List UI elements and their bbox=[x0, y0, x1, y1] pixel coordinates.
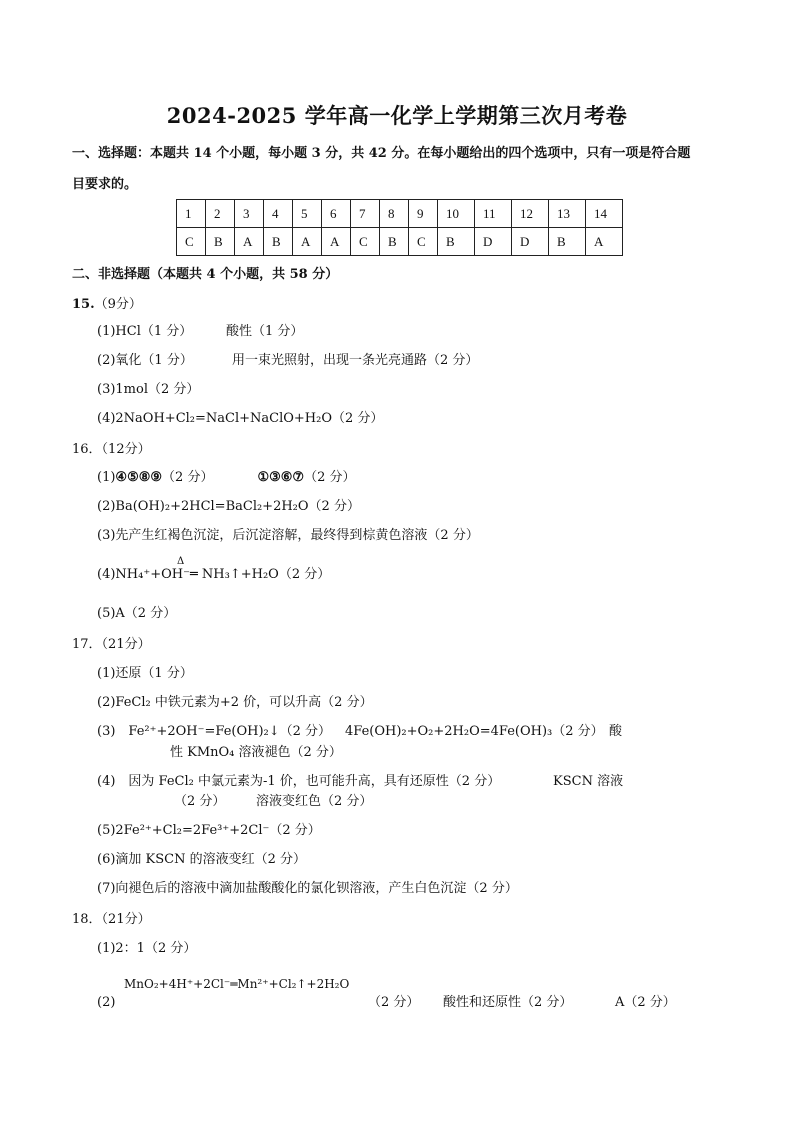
answer-table-number-cell: 6 bbox=[322, 200, 351, 228]
answer-table-number-cell: 3 bbox=[235, 200, 264, 228]
section1-instructions-line1: 一、选择题：本题共 14 个小题，每小题 3 分，共 42 分。在每小题给出的四个选项中，只有一项是符合题 bbox=[72, 146, 691, 161]
q15-line4: (4)2NaOH+Cl₂=NaCl+NaClO+H₂O（2 分） bbox=[97, 411, 384, 426]
q17-line4a: (4) 因为 FeCl₂ 中氯元素为-1 价，也可能升高，具有还原性（2 分） bbox=[97, 774, 501, 789]
answer-table-number-cell: 14 bbox=[586, 200, 623, 228]
answer-table-number-cell: 9 bbox=[409, 200, 438, 228]
answer-table-number-cell: 1 bbox=[177, 200, 206, 228]
q16-line1-score1: （2 分） bbox=[162, 470, 214, 485]
answer-table-number-row bbox=[177, 200, 623, 228]
answer-table-answer-cell: D bbox=[512, 228, 549, 256]
answer-table-answer-cell: C bbox=[177, 228, 206, 256]
q17-line4d: 溶液变红色（2 分） bbox=[256, 794, 373, 809]
q18-line1: (1)2：1（2 分） bbox=[97, 941, 197, 956]
answer-table-answer-cell: B bbox=[549, 228, 586, 256]
q18-heading: 18．（21分） bbox=[72, 912, 151, 927]
answer-table-answer-cell: A bbox=[293, 228, 322, 256]
q16-circled-group1 bbox=[115, 470, 162, 485]
circled-number: ③ bbox=[269, 470, 281, 485]
q17-line5: (5)2Fe²⁺+Cl₂=2Fe³⁺+2Cl⁻（2 分） bbox=[97, 823, 321, 838]
answer-table-answer-cell: B bbox=[380, 228, 409, 256]
circled-number: ① bbox=[257, 470, 270, 485]
answer-table-answer-cell: D bbox=[475, 228, 512, 256]
q17-line3c: 酸 bbox=[609, 724, 623, 739]
answer-table-number-cell: 2 bbox=[206, 200, 235, 228]
q16-heat-delta: Δ bbox=[177, 556, 185, 567]
q17-line6: (6)滴加 KSCN 的溶液变红（2 分） bbox=[97, 852, 307, 867]
q16-line1-score2: （2 分） bbox=[304, 470, 356, 485]
page-title: 2024-2025 学年高一化学上学期第三次月考卷 bbox=[166, 103, 628, 128]
q16-line3: (3)先产生红褐色沉淀，后沉淀溶解，最终得到棕黄色溶液（2 分） bbox=[97, 528, 479, 543]
q17-line3d: 性 KMnO₄ 溶液褪色（2 分） bbox=[170, 745, 342, 760]
circled-number: ⑧ bbox=[138, 470, 151, 485]
answer-table-number-cell: 8 bbox=[380, 200, 409, 228]
circled-number: ⑥ bbox=[280, 470, 293, 485]
answer-table-answer-cell: C bbox=[409, 228, 438, 256]
q17-line4c: （2 分） bbox=[174, 794, 226, 809]
q17-line4b: KSCN 溶液 bbox=[553, 774, 624, 789]
answer-table-number-cell: 7 bbox=[351, 200, 380, 228]
q16-line5: (5)A（2 分） bbox=[97, 606, 177, 621]
section2-header: 二、非选择题（本题共 4 个小题，共 58 分） bbox=[72, 267, 339, 282]
answer-table-number-cell: 5 bbox=[293, 200, 322, 228]
answer-table bbox=[176, 199, 623, 256]
answer-table-answer-cell: B bbox=[206, 228, 235, 256]
section1-instructions-line2: 目要求的。 bbox=[72, 177, 138, 192]
q18-line2c: A（2 分） bbox=[615, 995, 676, 1010]
q18-equation: MnO₂+4H⁺+2Cl⁻═Mn²⁺+Cl₂↑+2H₂O bbox=[124, 977, 350, 991]
q16-heading: 16．（12分） bbox=[72, 442, 151, 457]
q15-number: 15. bbox=[72, 297, 95, 312]
answer-table-number-cell: 11 bbox=[475, 200, 512, 228]
q15-heading bbox=[72, 297, 142, 313]
q16-line2: (2)Ba(OH)₂+2HCl=BaCl₂+2H₂O（2 分） bbox=[97, 499, 360, 514]
circled-number: ④ bbox=[115, 470, 128, 485]
q15-line2a: (2)氧化（1 分） bbox=[97, 353, 193, 368]
q17-line1: (1)还原（1 分） bbox=[97, 666, 193, 681]
circled-number: ⑨ bbox=[150, 470, 163, 485]
q17-heading: 17．（21分） bbox=[72, 637, 151, 652]
circled-number: ⑤ bbox=[127, 470, 139, 485]
circled-number: ⑦ bbox=[292, 470, 305, 485]
answer-table-number-cell: 10 bbox=[438, 200, 475, 228]
q17-line3a: (3) Fe²⁺+2OH⁻=Fe(OH)₂↓（2 分） bbox=[97, 724, 332, 739]
q15-line1b: 酸性（1 分） bbox=[226, 324, 304, 339]
q18-line2-prefix: (2) bbox=[97, 995, 116, 1010]
q18-line2b: 酸性和还原性（2 分） bbox=[443, 995, 573, 1010]
q15-line1a: (1)HCl（1 分） bbox=[97, 324, 193, 339]
q17-line3b: 4Fe(OH)₂+O₂+2H₂O=4Fe(OH)₃（2 分） bbox=[345, 724, 604, 739]
answer-table-answer-cell: A bbox=[586, 228, 623, 256]
q16-line1 bbox=[97, 470, 355, 486]
q16-line4: (4)NH₄⁺+OH⁻═ NH₃↑+H₂O（2 分） bbox=[97, 567, 331, 582]
q18-line2-score: （2 分） bbox=[368, 995, 420, 1010]
answer-table-number-cell: 13 bbox=[549, 200, 586, 228]
answer-table-answer-cell: A bbox=[322, 228, 351, 256]
answer-table-answer-cell: B bbox=[264, 228, 293, 256]
answer-table-answer-cell: C bbox=[351, 228, 380, 256]
q17-line7: (7)向褪色后的溶液中滴加盐酸酸化的氯化钡溶液，产生白色沉淀（2 分） bbox=[97, 881, 518, 896]
q15-score: （9分） bbox=[94, 297, 142, 312]
q15-line3: (3)1mol（2 分） bbox=[97, 382, 200, 397]
q16-line1-prefix: (1) bbox=[97, 470, 116, 485]
answer-table-number-cell: 12 bbox=[512, 200, 549, 228]
answer-table-answer-row bbox=[177, 228, 623, 256]
q15-line2b: 用一束光照射，出现一条光亮通路（2 分） bbox=[232, 353, 479, 368]
answer-table-number-cell: 4 bbox=[264, 200, 293, 228]
q16-circled-group2 bbox=[257, 470, 304, 485]
answer-table-answer-cell: A bbox=[235, 228, 264, 256]
answer-table-answer-cell: B bbox=[438, 228, 475, 256]
q17-line2: (2)FeCl₂ 中铁元素为+2 价，可以升高（2 分） bbox=[97, 695, 373, 710]
